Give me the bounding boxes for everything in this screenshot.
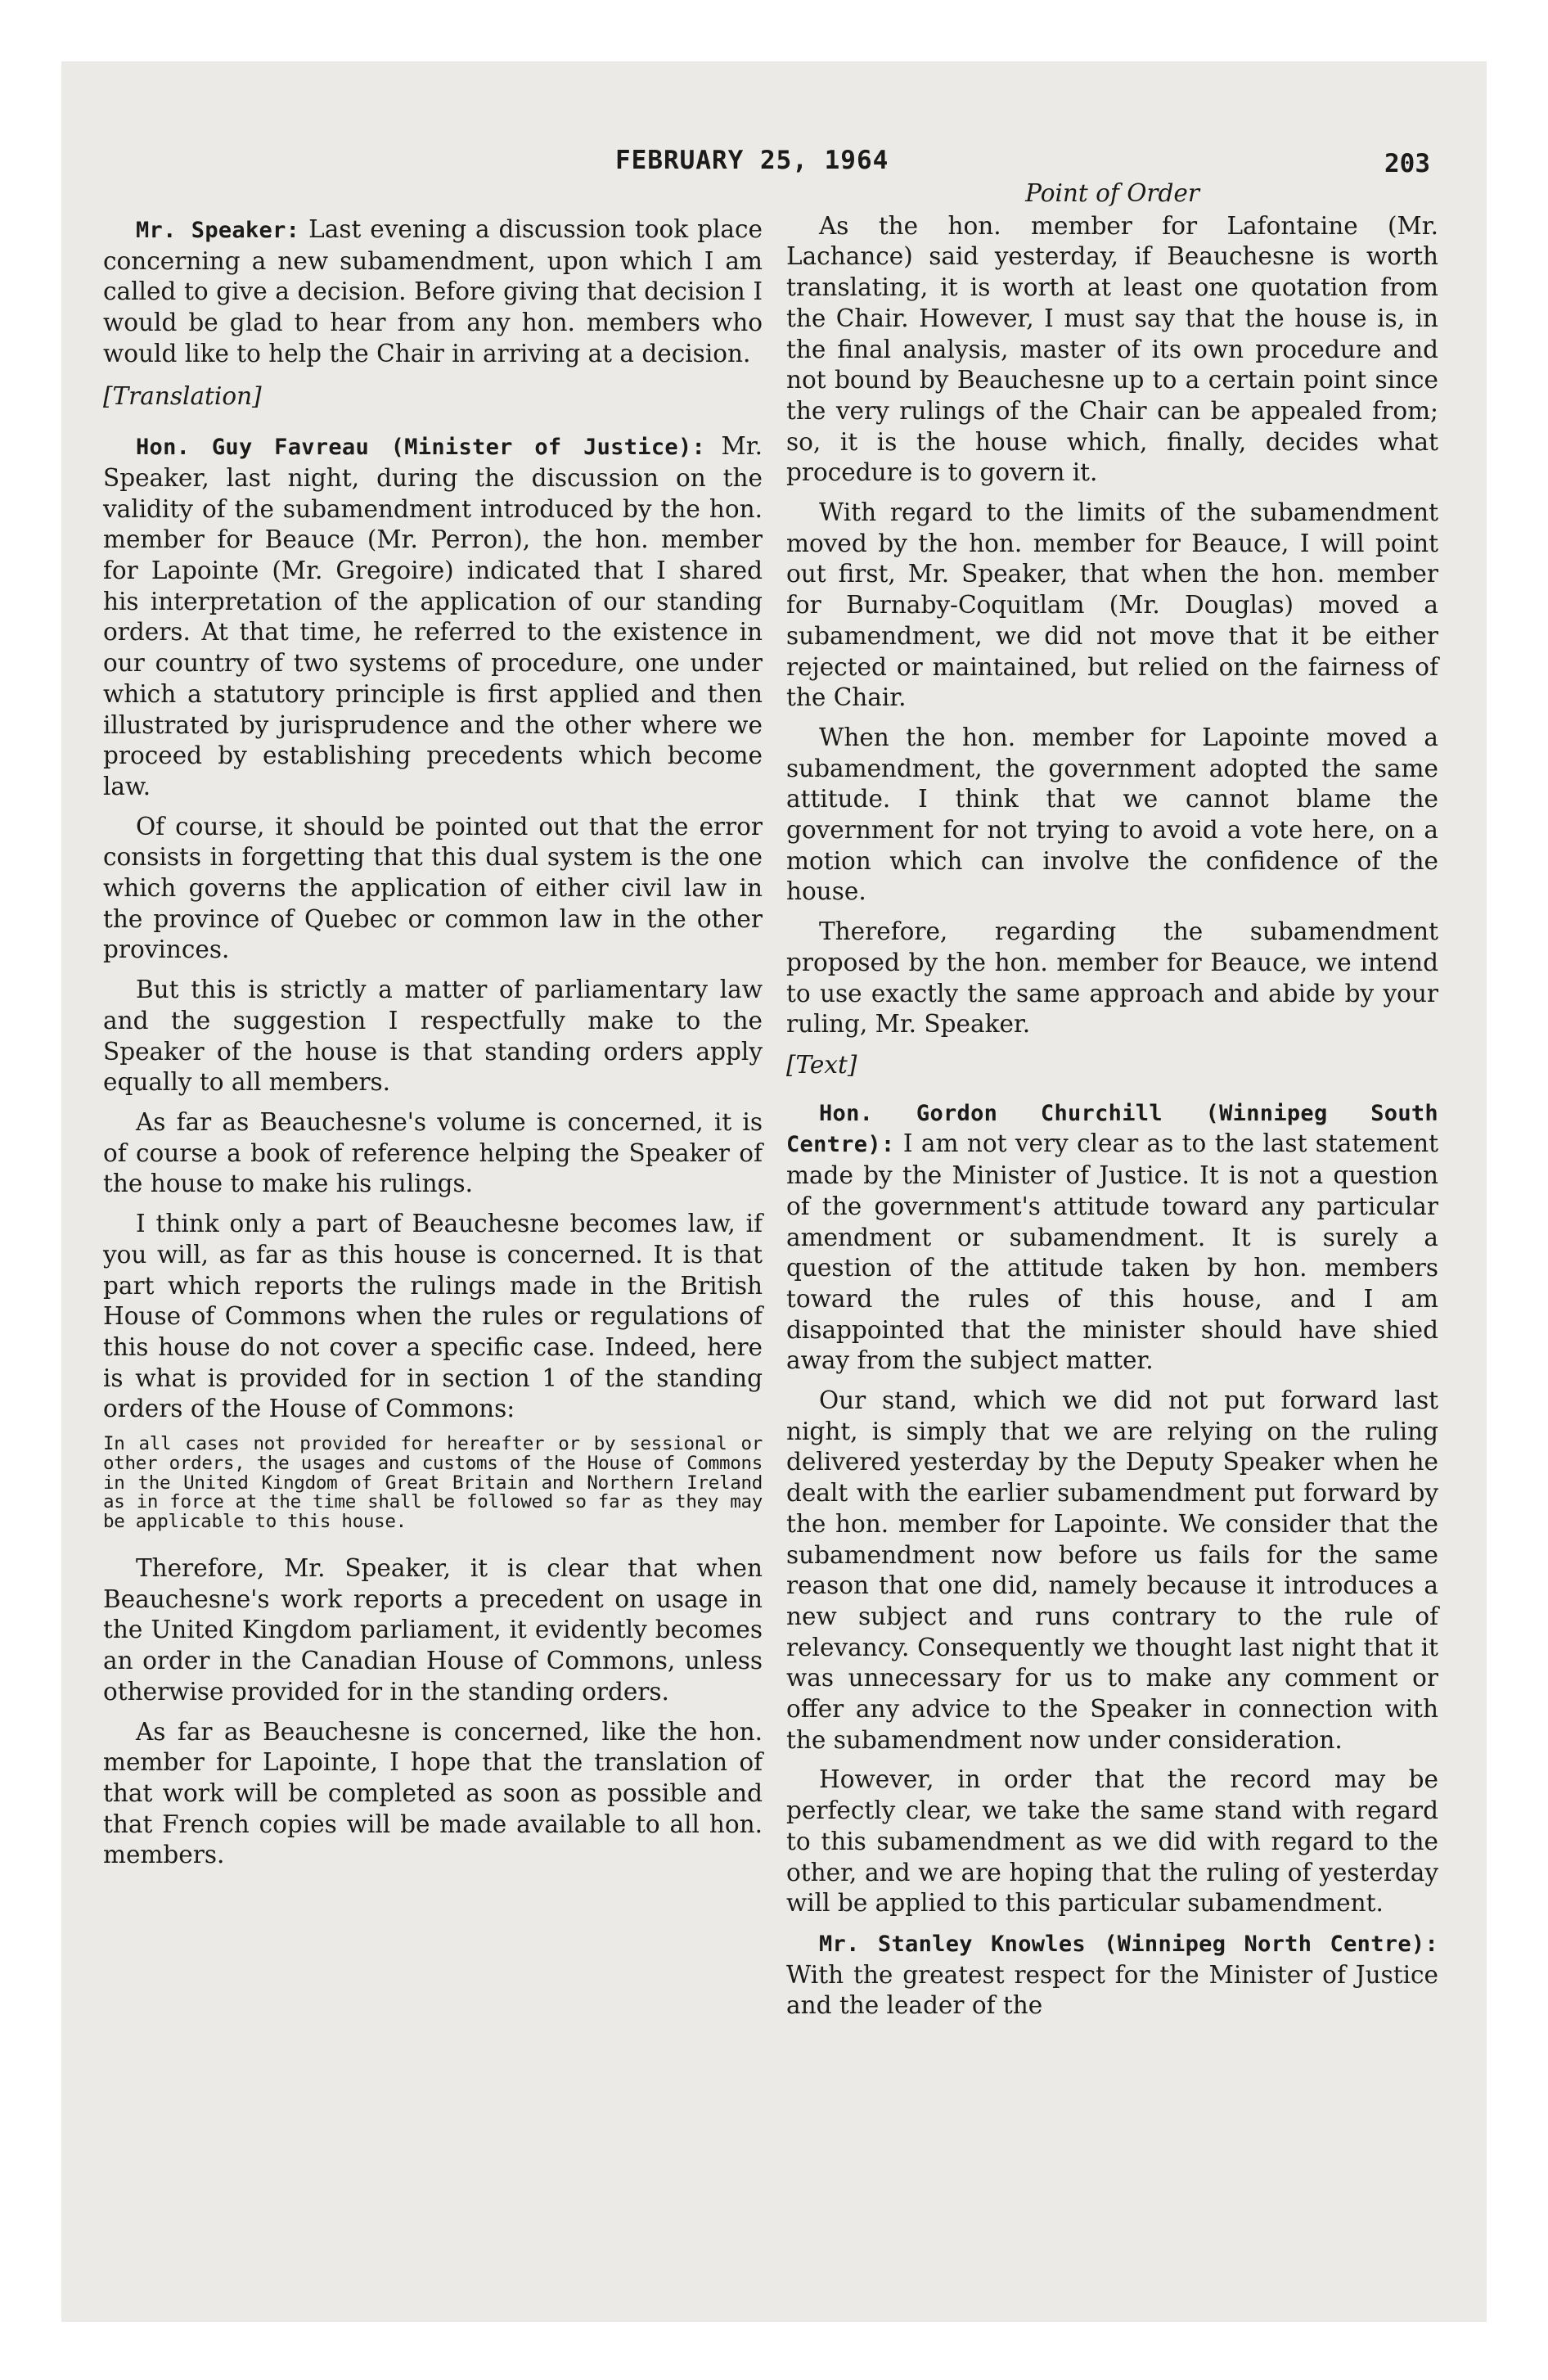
- paragraph: [103, 431, 763, 802]
- paragraph: [786, 1928, 1438, 2022]
- paragraph: As the hon. member for Lafontaine (Mr. Lachance) said yesterday, if Beauchesne is worth translating, it is worth at least one quotation from the Chair. However, I must say that the house is, in the final analysis, master of its own procedure and not bound by Beauchesne up to a certain point since the very rulings of the Chair can be appealed from; so, it is the house which, finally, decides what procedure is to govern it.: [786, 211, 1438, 487]
- block-quote: In all cases not provided for hereafter or by sessional or other orders, the usages and customs of the House of Commons in the United Kingdom of Great Britain and Northern Ireland as in force at the time shall be followed so far as they may be applicable to this house.: [103, 1433, 763, 1533]
- paragraph-text: Mr. Speaker, last night, during the discussion on the validity of the subamendment introduced by the hon. member for Beauce (Mr. Perron), the hon. member for Lapointe (Mr. Gregoire) indicated that I shared his interpretation of the application of our standing orders. At that time, he referred to the existence in our country of two systems of procedure, one under which a statutory principle is first applied and then illustrated by jurisprudence and the other where we proceed by establishing precedents which become law.: [103, 432, 763, 800]
- paragraph: With regard to the limits of the subamendment moved by the hon. member for Beauce, I will point out first, Mr. Speaker, that when the hon. member for Burnaby-Coquitlam (Mr. Douglas) moved a subamendment, we did not move that it be either rejected or maintained, but relied on the fairness of the Chair.: [786, 498, 1438, 712]
- right-column: [786, 178, 1438, 2031]
- left-column: [103, 214, 763, 1880]
- speaker-name: Mr. Stanley Knowles (Winnipeg North Centre):: [819, 1931, 1438, 1957]
- language-tag: [Translation]: [103, 381, 262, 410]
- paragraph: Therefore, regarding the subamendment proposed by the hon. member for Beauce, we intend to use exactly the same approach and abide by your ruling, Mr. Speaker.: [786, 917, 1438, 1039]
- paragraph: [103, 214, 763, 370]
- page-header-date: FEBRUARY 25, 1964: [615, 146, 889, 175]
- paragraph: As far as Beauchesne is concerned, like the hon. member for Lapointe, I hope that the translation of that work will be completed as soon as possible and that French copies will be made available to all hon. members.: [103, 1717, 763, 1869]
- page-number: 203: [1384, 149, 1430, 178]
- paragraph: As far as Beauchesne's volume is concerned, it is of course a book of reference helping the Speaker of the house to make his rulings.: [103, 1107, 763, 1198]
- paragraph: Of course, it should be pointed out that the error consists in forgetting that this dual system is the one which governs the application of either civil law in the province of Quebec or common law in the other provinces.: [103, 812, 763, 964]
- paragraph-text: Last evening a discussion took place concerning a new subamendment, upon which I am called to give a decision. Before giving that decision I would be glad to hear from any hon. members who would like to help the Chair in arriving at a decision.: [103, 215, 763, 367]
- paragraph-text: I am not very clear as to the last statement made by the Minister of Justice. It is not a question of the government's attitude toward any particular amendment or subamendment. It is surely a question of the attitude taken by hon. members toward the rules of this house, and I am disappointed that the minister should have shied away from the subject matter.: [786, 1129, 1438, 1375]
- section-heading: Point of Order: [1025, 179, 1199, 207]
- paragraph: I think only a part of Beauchesne becomes law, if you will, as far as this house is concerned. It is that part which reports the rulings made in the British House of Commons when the rules or regulations of this house do not cover a specific case. Indeed, here is what is provided for in section 1 of the standing orders of the House of Commons:: [103, 1210, 763, 1423]
- paragraph: When the hon. member for Lapointe moved a subamendment, the government adopted the same attitude. I think that we cannot blame the government for not trying to avoid a vote here, on a motion which can involve the confidence of the house.: [786, 723, 1438, 906]
- paragraph: But this is strictly a matter of parliamentary law and the suggestion I respectfully make to the Speaker of the house is that standing orders apply equally to all members.: [103, 976, 763, 1097]
- paragraph: [786, 1098, 1438, 1377]
- speaker-name: Mr. Speaker:: [136, 218, 300, 243]
- paragraph: Our stand, which we did not put forward last night, is simply that we are relying on the ruling delivered yesterday by the Deputy Speaker when he dealt with the earlier subamendment put forward by the hon. member for Lapointe. We consider that the subamendment now before us fails for the same reason that one did, namely because it introduces a new subject and runs contrary to the rule of relevancy. Consequently we thought last night that it was unnecessary for us to make any comment or offer any advice to the Speaker in connection with the subamendment now under consideration.: [786, 1386, 1438, 1754]
- speaker-name: Hon. Guy Favreau (Minister of Justice):: [136, 435, 706, 461]
- paragraph: Therefore, Mr. Speaker, it is clear that when Beauchesne's work reports a precedent on usage in the United Kingdom parliament, it evidently becomes an order in the Canadian House of Commons, unless otherwise provided for in the standing orders.: [103, 1554, 763, 1706]
- paragraph-text: With the greatest respect for the Minister of Justice and the leader of the: [786, 1960, 1438, 2020]
- language-tag: [Text]: [786, 1050, 857, 1079]
- speaker-name: Hon. Gordon Churchill (Winnipeg South Centre):: [786, 1100, 1438, 1158]
- paragraph: However, in order that the record may be perfectly clear, we take the same stand with regard to this subamendment as we did with regard to the other, and we are hoping that the ruling of yesterday will be applied to this particular subamendment.: [786, 1765, 1438, 1918]
